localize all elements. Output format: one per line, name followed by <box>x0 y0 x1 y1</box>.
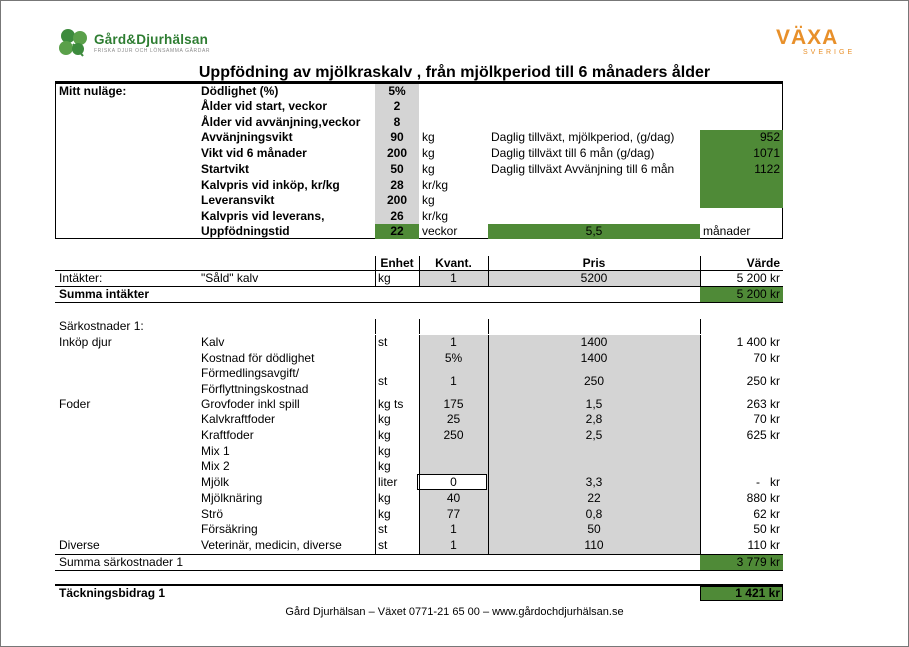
cost-unit: liter <box>378 475 398 489</box>
income-label: Intäkter: <box>59 271 103 285</box>
col-header-enhet: Enhet <box>380 256 414 270</box>
col-divider <box>700 335 701 554</box>
param-value: 22 <box>390 224 404 238</box>
cost-qty: 1 <box>450 538 457 552</box>
cost-qty: 250 <box>443 428 464 442</box>
cost-qty: 175 <box>443 397 464 411</box>
current-state-box <box>55 83 783 239</box>
cost-qty: 1 <box>450 522 457 536</box>
cost-value: 110 kr <box>747 538 780 552</box>
cost-price: 2,5 <box>585 428 603 442</box>
col-divider <box>419 335 420 554</box>
cost-unit: st <box>378 522 388 536</box>
growth-value: 1071 <box>753 146 780 160</box>
param-unit: kg <box>422 193 435 207</box>
param-unit: kg <box>422 146 435 160</box>
months-value: 5,5 <box>585 224 603 238</box>
param-unit: veckor <box>422 224 458 238</box>
param-label: Kalvpris vid leverans, <box>201 209 325 223</box>
param-label: Ålder vid start, veckor <box>201 99 328 113</box>
cost-price: 3,3 <box>585 475 603 489</box>
cost-price: 250 <box>583 374 605 388</box>
cost-unit: kg <box>378 444 391 458</box>
growth-label: Daglig tillväxt till 6 mån (g/dag) <box>491 146 655 160</box>
param-value: 5% <box>388 84 406 98</box>
income-qty: 1 <box>450 271 457 285</box>
param-value: 200 <box>386 193 408 207</box>
margin-label: Täckningsbidrag 1 <box>59 586 166 600</box>
param-label: Kalvpris vid inköp, kr/kg <box>201 178 340 192</box>
cost-group: Inköp djur <box>59 335 112 349</box>
growth-label: Daglig tillväxt, mjölkperiod, (g/dag) <box>491 130 675 144</box>
cost-qty: 1 <box>450 335 457 349</box>
logo-left-tagline: FRISKA DJUR OCH LÖNSAMMA GÅRDAR <box>94 48 211 54</box>
income-sum-value: 5 200 kr <box>736 287 780 301</box>
income-sum-rule <box>55 302 783 303</box>
param-unit: kr/kg <box>422 178 449 192</box>
col-header-varde: Värde <box>746 256 780 270</box>
clover-logo-icon <box>56 27 90 57</box>
logo-right-sub: SVERIGE <box>803 49 856 56</box>
cost-item: Mix 2 <box>201 459 230 473</box>
cost-price: 0,8 <box>585 507 603 521</box>
cost-item: Kalvkraftfoder <box>201 412 276 426</box>
param-label: Ålder vid avvänjning,veckor <box>201 115 361 129</box>
income-unit: kg <box>378 271 391 285</box>
param-label: Startvikt <box>201 162 250 176</box>
param-label: Uppfödningstid <box>201 224 290 238</box>
growth-value: 1122 <box>754 162 780 176</box>
cost-qty: 1 <box>450 374 457 388</box>
cost-item: Kostnad för dödlighet <box>201 351 315 365</box>
cost-value: 62 kr <box>753 507 780 521</box>
cost-unit: kg <box>378 428 391 442</box>
cost-item: Kraftfoder <box>201 428 254 442</box>
param-value: 50 <box>390 162 404 176</box>
cost-value: 880 kr <box>746 491 780 505</box>
income-price: 5200 <box>580 271 608 285</box>
costs-sum-rule <box>55 570 783 571</box>
col-divider <box>375 335 376 554</box>
cost-unit: kg ts <box>378 397 404 411</box>
param-value: 28 <box>390 178 404 192</box>
cost-unit: st <box>378 335 388 349</box>
col-header-pris: Pris <box>582 256 606 270</box>
footer-contact: Gård Djurhälsan – Växet 0771-21 65 00 – www.gårdochdjurhälsan.se <box>285 606 624 618</box>
cost-value: 625 kr <box>746 428 780 442</box>
col-divider <box>419 319 420 334</box>
months-unit: månader <box>703 224 751 238</box>
income-item: "Såld" kalv <box>201 271 259 285</box>
col-divider <box>488 335 489 554</box>
param-unit: kr/kg <box>422 209 449 223</box>
param-unit: kg <box>422 130 435 144</box>
page-title: Uppfödning av mjölkraskalv , från mjölkperiod till 6 månaders ålder <box>198 64 711 81</box>
cost-price: 1400 <box>580 351 608 365</box>
param-value: 200 <box>386 146 408 160</box>
cost-unit: kg <box>378 507 391 521</box>
income-value: 5 200 kr <box>736 271 780 285</box>
cost-unit: kg <box>378 491 391 505</box>
growth-value: 952 <box>759 130 780 144</box>
cost-qty: 77 <box>446 507 461 521</box>
col-divider <box>375 256 376 287</box>
param-label: Dödlighet (%) <box>201 84 279 98</box>
cost-value: 70 kr <box>753 351 780 365</box>
current-section-label: Mitt nuläge: <box>59 84 127 98</box>
col-header-kvant: Kvant. <box>435 256 472 270</box>
margin-value: 1 421 kr <box>735 586 780 600</box>
param-label: Avvänjningsvikt <box>201 130 293 144</box>
cost-price: 1,5 <box>585 397 603 411</box>
cost-qty: 25 <box>446 412 461 426</box>
param-label: Vikt vid 6 månader <box>201 146 307 160</box>
cost-item: Kalv <box>201 335 225 349</box>
cost-value: 50 kr <box>753 522 780 536</box>
col-divider <box>488 319 489 334</box>
col-divider <box>700 319 701 334</box>
cost-group: Diverse <box>59 538 100 552</box>
cost-unit: st <box>378 538 388 552</box>
cost-item: Mjölk <box>201 475 230 489</box>
param-value: 26 <box>390 209 404 223</box>
cost-qty[interactable]: 0 <box>450 475 457 489</box>
cost-price: 22 <box>587 491 601 505</box>
cost-price: 2,8 <box>585 412 603 426</box>
cost-price: 50 <box>587 522 601 536</box>
growth-label: Daglig tillväxt Avvänjning till 6 mån <box>491 162 675 176</box>
cost-value: - kr <box>756 475 780 489</box>
cost-qty: 5% <box>444 351 463 365</box>
cost-item: Förmedlingsavgift/ <box>201 366 300 380</box>
param-label: Leveransvikt <box>201 193 275 207</box>
cost-item: Försäkring <box>201 522 258 536</box>
cost-price: 1400 <box>580 335 608 349</box>
cost-item: Mjölknäring <box>201 491 263 505</box>
param-unit: kg <box>422 162 435 176</box>
cost-item: Grovfoder inkl spill <box>201 397 300 411</box>
cost-item-line2: Förflyttningskostnad <box>201 382 309 396</box>
cost-unit: st <box>378 374 388 388</box>
param-value: 90 <box>390 130 404 144</box>
cost-item: Mix 1 <box>201 444 230 458</box>
cost-item: Veterinär, medicin, diverse <box>201 538 342 552</box>
cost-price: 110 <box>584 538 604 552</box>
col-divider <box>375 319 376 334</box>
logo-right-name: VÄXA <box>776 26 839 49</box>
costs-sum-value: 3 779 kr <box>736 555 780 569</box>
param-value: 2 <box>393 99 401 113</box>
logo-left-name: Gård&Djurhälsan <box>94 32 209 47</box>
costs-sum-label: Summa särkostnader 1 <box>59 555 184 569</box>
income-sum-label: Summa intäkter <box>59 287 150 301</box>
income-rule <box>55 286 783 287</box>
cost-value: 70 kr <box>753 412 780 426</box>
cost-unit: kg <box>378 459 391 473</box>
cost-item: Strö <box>201 507 224 521</box>
cost-unit: kg <box>378 412 391 426</box>
cost-group: Foder <box>59 397 91 411</box>
cost-value: 263 kr <box>746 397 780 411</box>
cost-value: 250 kr <box>746 374 780 388</box>
param-value: 8 <box>393 115 401 129</box>
cost-value: 1 400 kr <box>736 335 780 349</box>
cost-qty: 40 <box>446 491 461 505</box>
costs-section-label: Särkostnader 1: <box>59 319 144 333</box>
